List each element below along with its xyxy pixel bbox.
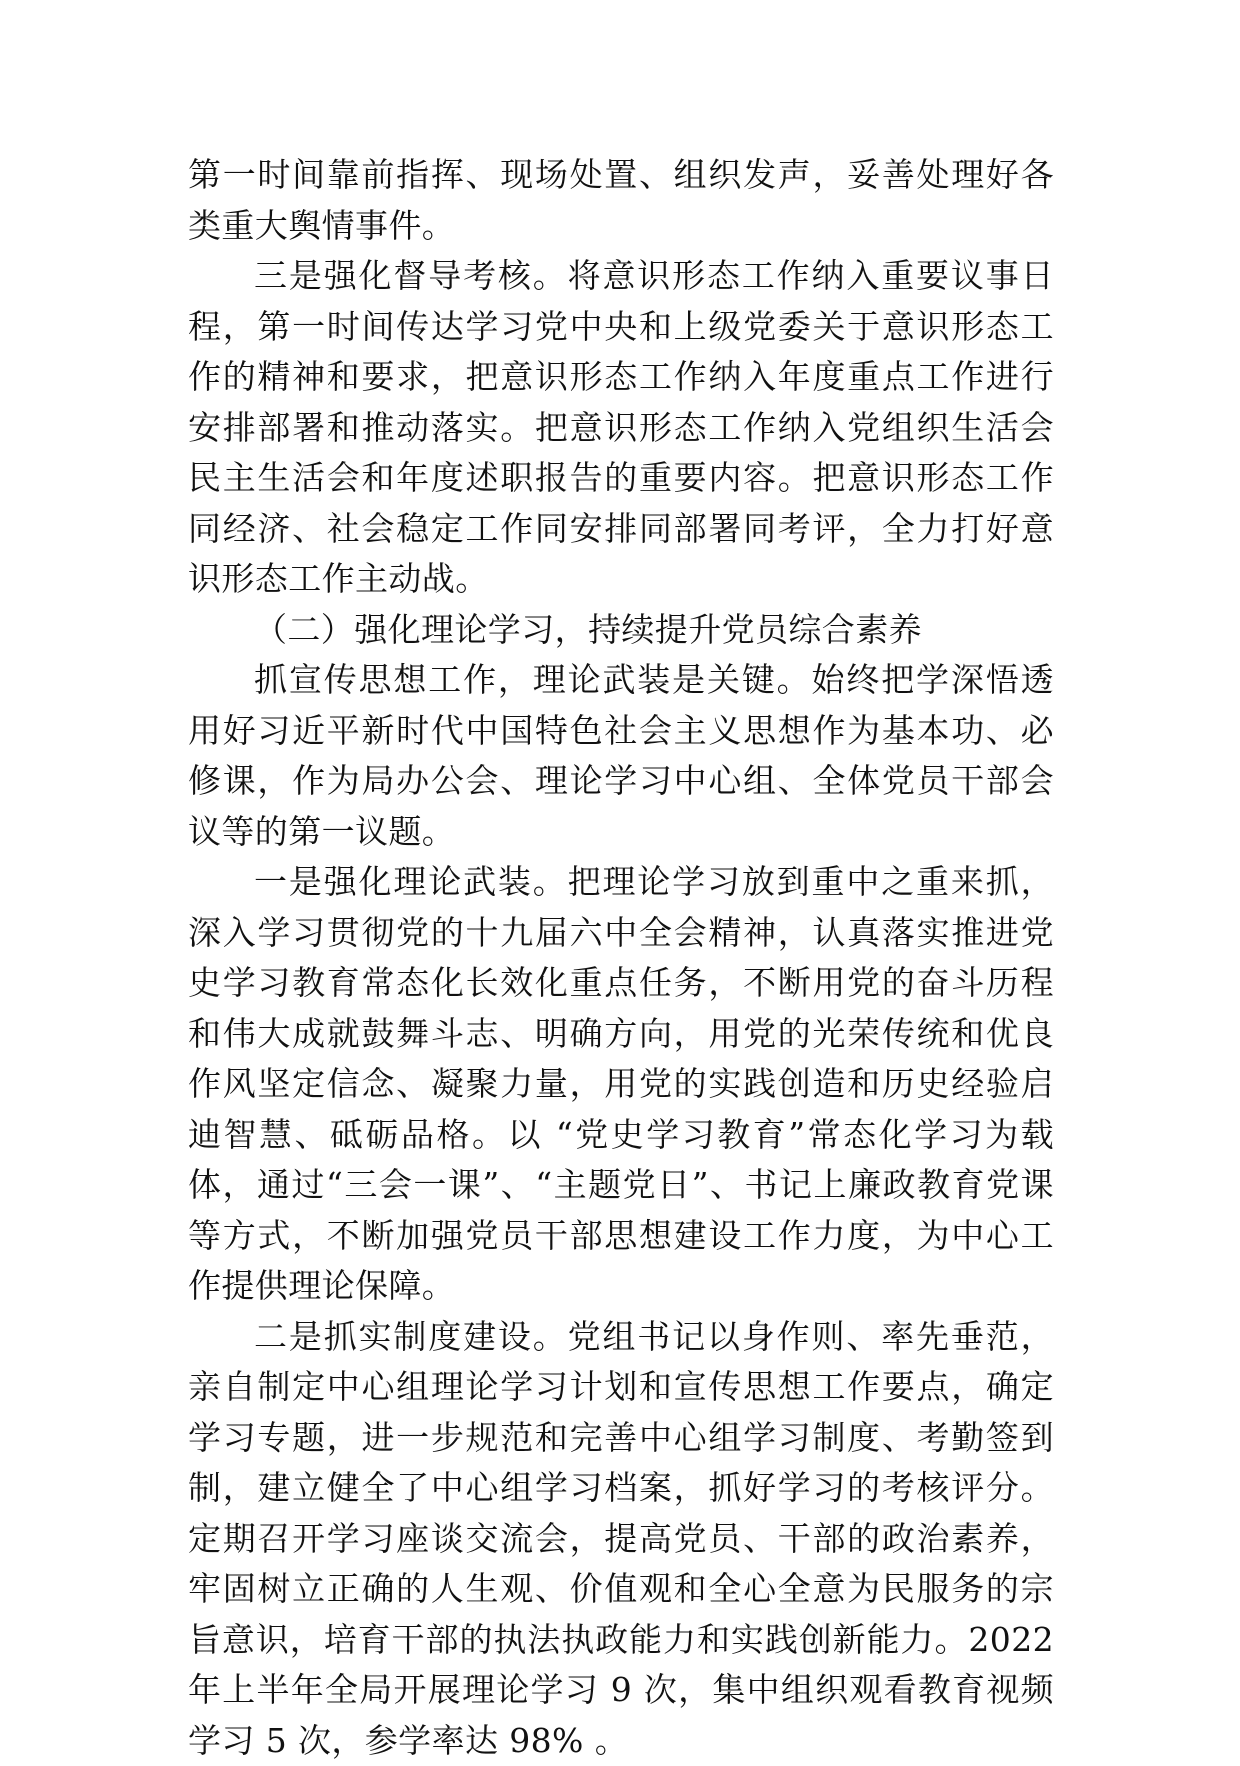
document-page bbox=[188, 150, 1054, 1766]
paragraph-supervision: 三是强化督导考核。将意识形态工作纳入重要议事日程，第一时间传达学习党中央和上级党委关于意识形态工作的精神和要求，把意识形态工作纳入年度重点工作进行安排部署和推动落实。把意识形态工作纳入党组织生活会民主生活会和年度述职报告的重要内容。把意识形态工作同经济、社会稳定工作同安排同部署同考评，全力打好意识形态工作主动战。 bbox=[188, 251, 1054, 605]
paragraph-system-building: 二是抓实制度建设。党组书记以身作则、率先垂范，亲自制定中心组理论学习计划和宣传思想工作要点，确定学习专题，进一步规范和完善中心组学习制度、考勤签到制，建立健全了中心组学习档案，抓好学习的考核评分。定期召开学习座谈交流会，提高党员、干部的政治素养，牢固树立正确的人生观、价值观和全心全意为民服务的宗旨意识，培育干部的执法执政能力和实践创新能力。2022年上半年全局开展理论学习 9 次，集中组织观看教育视频学习 5 次，参学率达 98% 。 bbox=[188, 1312, 1054, 1766]
section-heading: （二）强化理论学习，持续提升党员综合素养 bbox=[188, 605, 1054, 656]
paragraph-theory-intro: 抓宣传思想工作，理论武装是关键。始终把学深悟透用好习近平新时代中国特色社会主义思想作为基本功、必修课，作为局办公会、理论学习中心组、全体党员干部会议等的第一议题。 bbox=[188, 655, 1054, 857]
paragraph-continuation: 第一时间靠前指挥、现场处置、组织发声，妥善处理好各类重大舆情事件。 bbox=[188, 150, 1054, 251]
paragraph-theory-armament: 一是强化理论武装。把理论学习放到重中之重来抓，深入学习贯彻党的十九届六中全会精神，认真落实推进党史学习教育常态化长效化重点任务，不断用党的奋斗历程和伟大成就鼓舞斗志、明确方向，用党的光荣传统和优良作风坚定信念、凝聚力量，用党的实践创造和历史经验启迪智慧、砥砺品格。以 “党史学习教育”常态化学习为载体，通过“三会一课”、“主题党日”、书记上廉政教育党课等方式，不断加强党员干部思想建设工作力度，为中心工作提供理论保障。 bbox=[188, 857, 1054, 1312]
